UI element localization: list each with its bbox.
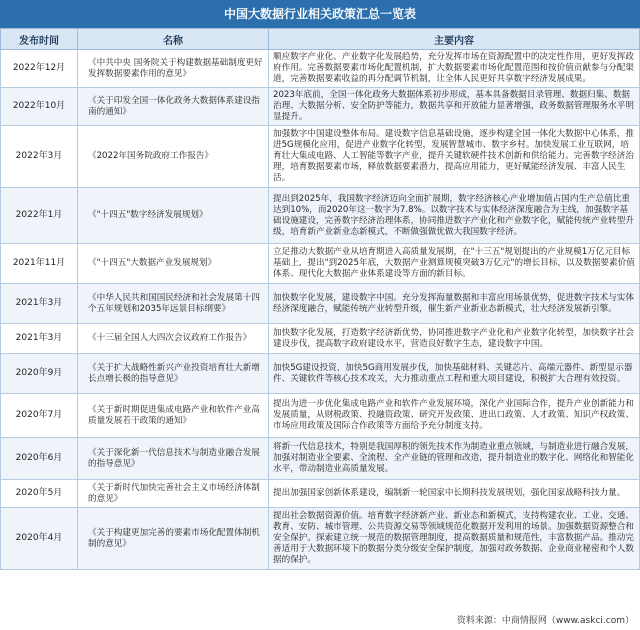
cell-date: 2021年3月 xyxy=(1,284,78,324)
cell-date: 2022年1月 xyxy=(1,188,78,244)
cell-content: 提出社会数据资源价值。培育数字经济新产业、新业态和新模式，支持构建农业、工业、交通、教育、安防、城市管理、公共资源交易等领域规范化数据开发利用的场景。加强数据资源整合和安全保护。探索建立统一规范的数据管理制度，提高数据质量和规范性，丰富数据产品。推动完善适用于大数据环境下的数据分类分级安全保护制度，加强对政务数据、企业商业秘密和个人数据的保护。 xyxy=(269,508,640,570)
cell-content: 顺应数字产业化、产业数字化发展趋势，充分发挥市场在资源配置中的决定性作用，更好发挥政府作用。完善数据要素市场化配置机制，扩大数据要素市场化配置范围和按价值贡献参与分配渠道，完善数据要素收益的再分配调节机制，让全体人民更好共享数字经济发展成果。 xyxy=(269,50,640,88)
cell-content: 加快数字化发展，建设数字中国。充分发挥海量数据和丰富应用场景优势，促进数字技术与实体经济深度融合，赋能传统产业转型升级，催生新产业新业态新模式，壮大经济发展新引擎。 xyxy=(269,284,640,324)
table-row xyxy=(1,88,640,126)
cell-date: 2020年5月 xyxy=(1,480,78,508)
header-date: 发布时间 xyxy=(1,29,78,50)
table-row xyxy=(1,508,640,570)
cell-content: 立足推动大数据产业从培育期进入高质量发展期，在"十三五"规划提出的产业规模1万亿元目标基础上，提出"到2025年底，大数据产业测算规模突破3万亿元"的增长目标，以及数据要素价值体系、现代化大数据产业体系建设等方面的新目标。 xyxy=(269,244,640,284)
cell-name: 《关于扩大战略性新兴产业投资培育壮大新增长点增长极的指导意见》 xyxy=(78,354,269,394)
table-row xyxy=(1,438,640,480)
header-name: 名称 xyxy=(78,29,269,50)
cell-date: 2021年11月 xyxy=(1,244,78,284)
cell-date: 2022年10月 xyxy=(1,88,78,126)
cell-date: 2022年3月 xyxy=(1,126,78,188)
header-content: 主要内容 xyxy=(269,29,640,50)
cell-content: 将新一代信息技术，特别是我国厚积的领先技术作为制造业重点领域，与制造业进行融合发展，加强对制造业全要素、全流程、全产业链的管理和改造，提升制造业的数字化、网络化和智能化水平，带动制造业高质量发展。 xyxy=(269,438,640,480)
cell-date: 2022年12月 xyxy=(1,50,78,88)
cell-date: 2021年3月 xyxy=(1,324,78,354)
cell-content: 提出到2025年，我国数字经济迈向全面扩展期，数字经济核心产业增加值占国内生产总值比重达到10%，而2020年这一数字为7.8%。以数字技术与实体经济深度融合为主线，加强数字基础设施建设，完善数字经济治理体系，协同推进数字产业化和产业数字化，赋能传统产业转型升级，培育新产业新业态新模式，不断做强做优做大我国数字经济。 xyxy=(269,188,640,244)
table-body xyxy=(1,50,640,570)
cell-name: 《关于构建更加完善的要素市场化配置体制机制的意见》 xyxy=(78,508,269,570)
cell-name: 《中华人民共和国国民经济和社会发展第十四个五年规划和2035年远景目标纲要》 xyxy=(78,284,269,324)
cell-date: 2020年9月 xyxy=(1,354,78,394)
table-row xyxy=(1,284,640,324)
cell-name: 《"十四五"大数据产业发展规划》 xyxy=(78,244,269,284)
header-row xyxy=(1,29,640,50)
cell-name: 《关于印发全国一体化政务大数据体系建设指南的通知》 xyxy=(78,88,269,126)
cell-name: 《2022年国务院政府工作报告》 xyxy=(78,126,269,188)
cell-name: 《十三届全国人大四次会议政府工作报告》 xyxy=(78,324,269,354)
cell-date: 2020年7月 xyxy=(1,394,78,438)
cell-name: 《关于新时期促进集成电路产业和软件产业高质量发展若干政策的通知》 xyxy=(78,394,269,438)
policy-table xyxy=(0,28,640,570)
cell-content: 提出为进一步优化集成电路产业和软件产业发展环境，深化产业国际合作，提升产业创新能力和发展质量，从财税政策、投融资政策、研究开发政策、进出口政策、人才政策、知识产权政策、市场应用政策及国际合作政策等方面给予充分制度支持。 xyxy=(269,394,640,438)
cell-name: 《"十四五"数字经济发展规划》 xyxy=(78,188,269,244)
table-row xyxy=(1,126,640,188)
table-row xyxy=(1,480,640,508)
table-row xyxy=(1,354,640,394)
table-row xyxy=(1,50,640,88)
table-row xyxy=(1,394,640,438)
cell-name: 《中共中央 国务院关于构建数据基础制度更好发挥数据要素作用的意见》 xyxy=(78,50,269,88)
cell-name: 《关于新时代加快完善社会主义市场经济体制的意见》 xyxy=(78,480,269,508)
cell-name: 《关于深化新一代信息技术与制造业融合发展的指导意见》 xyxy=(78,438,269,480)
cell-content: 加强数字中国建设整体布局。建设数字信息基础设施，逐步构建全国一体化大数据中心体系，推进5G规模化应用，促进产业数字化转型，发展智慧城市、数字乡村。加快发展工业互联网，培育壮大集成电路、人工智能等数字产业，提升关键软硬件技术创新和供给能力。完善数字经济治理，培育数据要素市场，释放数据要素潜力，提高应用能力，更好赋能经济发展、丰富人民生活。 xyxy=(269,126,640,188)
table-row xyxy=(1,188,640,244)
cell-content: 提出加强国家创新体系建设，编制新一轮国家中长期科技发展规划，强化国家战略科技力量。 xyxy=(269,480,640,508)
table-row xyxy=(1,244,640,284)
cell-content: 2023年底前，全国一体化政务大数据体系初步形成，基本具备数据目录管理、数据归集、数据治理、大数据分析、安全防护等能力，数据共享和开放能力显著增强，政务数据管理服务水平明显提升。 xyxy=(269,88,640,126)
cell-date: 2020年6月 xyxy=(1,438,78,480)
cell-date: 2020年4月 xyxy=(1,508,78,570)
cell-content: 加快5G建设投资，加快5G商用发展步伐，加快基础材料、关键芯片、高端元器件、新型显示器件、关键软件等核心技术攻关，大力推动重点工程和重大项目建设，积极扩大合理有效投资。 xyxy=(269,354,640,394)
cell-content: 加快数字化发展，打造数字经济新优势，协同推进数字产业化和产业数字化转型，加快数字社会建设步伐，提高数字政府建设水平，营造良好数字生态，建设数字中国。 xyxy=(269,324,640,354)
source-note: 资料来源：中商情报网（www.askci.com） xyxy=(456,616,634,626)
table-title: 中国大数据行业相关政策汇总一览表 xyxy=(0,0,640,28)
table-row xyxy=(1,324,640,354)
